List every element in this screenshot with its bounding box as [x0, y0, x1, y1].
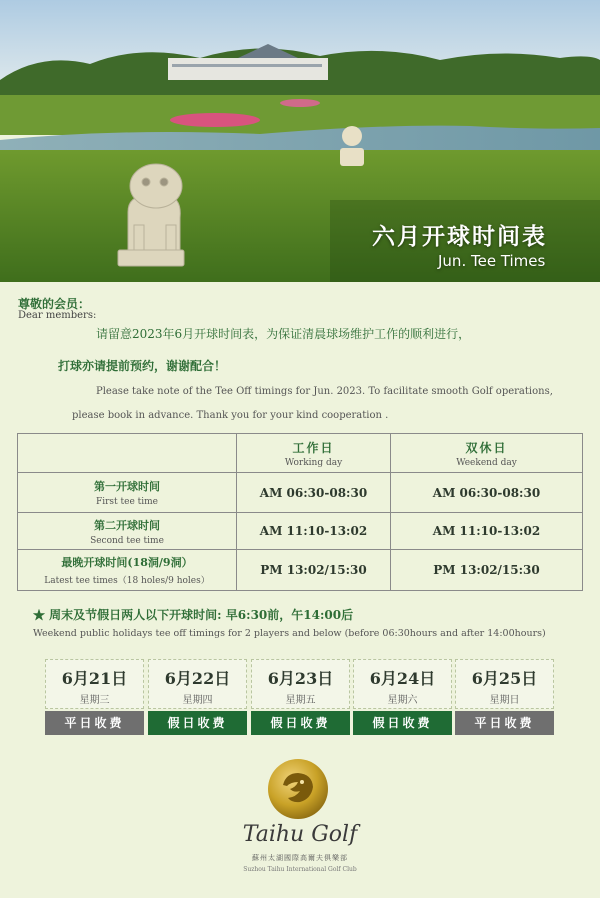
weekend-time: PM 13:02/15:30 [391, 550, 583, 591]
greeting-en: Dear members: [18, 310, 97, 321]
rate-badge: 假日收费 [251, 711, 350, 735]
day-card [45, 659, 144, 735]
header-working-day-cn: 工作日 [292, 440, 335, 455]
weekend-note-cn: ★ 周末及节假日两人以下开球时间: 早6:30前，午14:00后 [33, 608, 354, 622]
logo-name-en: Suzhou Taihu International Golf Club [243, 866, 357, 873]
day-weekday: 星期六 [387, 695, 418, 706]
table-row [18, 550, 583, 591]
rate-badge: 假日收费 [148, 711, 247, 735]
tee-time-table [17, 433, 583, 591]
weekend-time: AM 11:10-13:02 [391, 513, 583, 550]
day-card [353, 659, 452, 735]
rate-badge: 假日收费 [353, 711, 452, 735]
day-card [148, 659, 247, 735]
weekend-time: AM 06:30-08:30 [391, 473, 583, 513]
header-working-day-en: Working day [284, 457, 343, 468]
row-label-en: Latest tee times（18 holes/9 holes） [44, 576, 210, 586]
hero-title: 六月开球时间表 [372, 224, 547, 250]
row-label-en: First tee time [95, 497, 158, 507]
logo-name-cn: 蘇州太湖國際高爾夫俱樂部 [252, 854, 348, 862]
day-cards [45, 659, 555, 735]
working-time: PM 13:02/15:30 [237, 550, 391, 591]
working-time: AM 06:30-08:30 [237, 473, 391, 513]
day-date: 6月21日 [61, 669, 128, 688]
day-date: 6月23日 [267, 669, 334, 688]
greeting-cn: 尊敬的会员： [18, 297, 91, 311]
notice-en-line1: Please take note of the Tee Off timings for Jun. 2023. To facilitate smooth Golf operations, [96, 386, 553, 397]
notice-en-line2: please book in advance. Thank you for your kind cooperation . [72, 410, 389, 421]
lion-emblem-icon [0, 755, 600, 825]
table-row [18, 513, 583, 550]
hero-photo [0, 0, 600, 282]
weekend-note-en: Weekend public holidays tee off timings for 2 players and below (before 06:30hours and after 14:00hours) [33, 628, 546, 639]
row-label [18, 513, 237, 550]
table-row [18, 473, 583, 513]
day-weekday: 星期五 [285, 695, 316, 706]
day-date: 6月22日 [164, 669, 231, 688]
day-weekday: 星期四 [182, 695, 213, 706]
notice-cn-line2: 打球亦请提前预约，谢谢配合！ [58, 359, 227, 373]
header-weekend-day [391, 434, 583, 473]
day-weekday: 星期日 [489, 695, 520, 706]
day-date: 6月25日 [471, 669, 538, 688]
header-working-day [237, 434, 391, 473]
logo-wordmark: Taihu Golf [242, 822, 358, 847]
row-label-cn: 最晚开球时间(18洞/9洞） [61, 556, 193, 569]
row-label-cn: 第一开球时间 [94, 480, 160, 493]
row-label-cn: 第二开球时间 [94, 518, 160, 532]
notice-cn-line1: 请留意2023年6月开球时间表，为保证清晨球场维护工作的顺利进行， [96, 327, 471, 341]
table-corner-cell [18, 434, 237, 473]
header-weekend-day-en: Weekend day [456, 457, 517, 468]
rate-badge: 平日收费 [45, 711, 144, 735]
day-weekday: 星期三 [79, 695, 110, 706]
day-card [455, 659, 554, 735]
row-label-en: Second tee time [90, 535, 164, 546]
hero-subtitle: Jun. Tee Times [438, 252, 546, 270]
day-card [251, 659, 350, 735]
table-header-row [18, 434, 583, 473]
row-label [18, 473, 237, 513]
rate-badge: 平日收费 [455, 711, 554, 735]
working-time: AM 11:10-13:02 [237, 513, 391, 550]
day-date: 6月24日 [369, 669, 436, 688]
row-label [18, 550, 237, 591]
header-weekend-day-cn: 双休日 [465, 440, 508, 455]
